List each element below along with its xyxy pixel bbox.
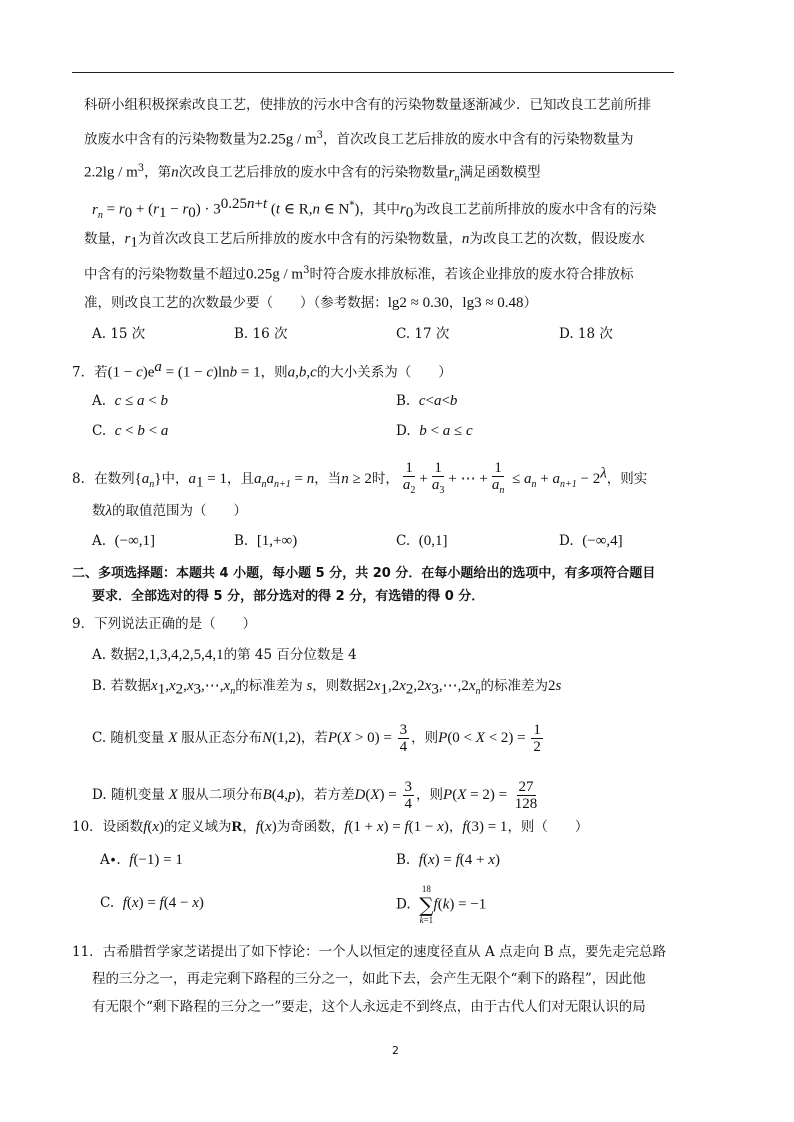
option-letter: A. — [92, 533, 107, 549]
text: 为改良工艺的次数，假设废水 — [469, 231, 645, 247]
reference-data: lg2 ≈ 0.30 — [387, 295, 449, 311]
q10-option-b[interactable]: B. f(x) = f(4 + x) — [396, 852, 500, 868]
q6-line-2: 放废水中含有的污染物数量为$2.25g / m^3$，首次改良工艺后排放的废水中含有的污染物数量为 — [84, 130, 634, 148]
text: C. 随机变量 — [92, 730, 165, 746]
text: 中， — [161, 471, 189, 487]
text: 次改良工艺后排放的废水中含有的污染物数量 — [178, 164, 449, 181]
text: 放废水中含有的污染物数量为 — [84, 131, 260, 148]
option-letter: D. — [559, 533, 574, 549]
text: ，则数据 — [312, 678, 367, 694]
q6-option-b[interactable] — [234, 325, 287, 343]
q8-stem-2: 数λ的取值范围为（ ） — [92, 503, 247, 519]
q9-option-a[interactable]: A. 数据2,1,3,4,2,5,4,1的第 45 百分位数是 4 — [92, 647, 357, 663]
text: 的标准差为 — [235, 678, 303, 694]
text: 准，则改良工艺的次数最少要（ ）（参考数据： — [84, 295, 388, 311]
q6-line-6: 中含有的污染物数量不超过$0.25g / m^3$时符合废水排放标准，若该企业排放的废水符合排放标 — [84, 265, 634, 283]
q8-option-b[interactable]: B. [1,+∞) — [234, 533, 298, 549]
q6-option-c[interactable] — [396, 325, 449, 343]
q6-option-d[interactable] — [559, 325, 613, 343]
text: ，则 — [260, 364, 288, 381]
text: 8．在数列 — [72, 471, 135, 487]
q11-line-2: 程的三分之一，再走完剩下路程的三分之一，如此下去，会产生无限个“剩下的路程”，因此他 — [92, 971, 646, 987]
option-letter: B. — [234, 533, 249, 549]
text: ，则（ ） — [507, 819, 589, 835]
option-letter: C. — [100, 895, 115, 911]
text: 中含有的污染物数量不超过 — [84, 266, 246, 283]
text: A. 数据 — [92, 647, 138, 663]
concentration-value: 0.25g / m — [246, 266, 304, 283]
text: ） — [523, 295, 538, 311]
q7-option-b[interactable]: B. c<a<b — [396, 393, 458, 409]
q9-option-c[interactable]: C. 随机变量 X 服从正态分布N(1,2)，若P(X > 0) = $\frac{3}{4}$ ，则P(0 < X < 2) = $\frac{1}{2}$ — [92, 722, 541, 755]
text: 为首次改良工艺后所排放的废水中含有的污染物数量， — [137, 231, 462, 247]
q6-line-4: $r_n = r_0 + (r_1 - r_0) \cdot 3^{0.25n+t}$ (t ∈ R,n ∈ N*)，其中$r_0$为改良工艺前所排放的废水中含有的污染 — [92, 196, 657, 222]
text: ，则实 — [606, 471, 648, 487]
q9-option-b[interactable]: B. 若数据$x_1,x_2,x_3,\cdots,x_n$的标准差为 s，则数据$2x_1,2x_2,2x_3,\cdots,2x_n$的标准差为2s — [92, 678, 562, 698]
option-letter: C. — [92, 423, 107, 439]
q7-option-a[interactable]: A. c ≤ a < b — [92, 393, 169, 409]
option-letter: D. — [396, 896, 411, 913]
q10-option-c[interactable]: C. f(x) = f(4 − x) — [100, 895, 204, 911]
q8-option-a[interactable]: A. (−∞,1] — [92, 533, 156, 549]
text: 满足函数模型 — [459, 164, 541, 181]
section-heading-line-2: 要求．全部选对的得 5 分，部分选对的得 2 分，有选错的得 0 分． — [92, 589, 485, 604]
option-letter: A. — [92, 393, 107, 409]
q6-option-a[interactable] — [92, 325, 145, 343]
text: ，若方差 — [300, 787, 355, 803]
q7-option-d[interactable]: D. b < a ≤ c — [396, 423, 473, 439]
reference-data: lg3 ≈ 0.48 — [462, 295, 524, 311]
text: 的大小关系为（ ） — [316, 364, 452, 381]
text: ，若 — [300, 730, 328, 746]
q10-stem: 10．设函数f(x)的定义域为R，f(x)为奇函数，f(1 + x) = f(1 − x)，f(3) = 1，则（ ） — [72, 819, 589, 835]
section-heading-line-1: 二、多项选择题：本题共 4 小题，每小题 5 分，共 20 分．在每小题给出的选项中，有多项符合题目 — [72, 566, 656, 581]
q9-option-d[interactable]: D. 随机变量 X 服从二项分布B(4,p)，若方差D(X) = $\frac{3}{4}$ ，则P(X = 2) = $\frac{27}{128}$ — [92, 779, 538, 812]
text: ，则 — [411, 730, 439, 746]
option-label: C. 17 次 — [396, 326, 450, 342]
option-letter: D. — [396, 423, 411, 439]
text: ，且 — [226, 471, 254, 487]
option-letter: B. — [396, 852, 411, 868]
q8-option-d[interactable]: D. (−∞,4] — [559, 533, 623, 549]
q8-option-c[interactable]: C. (0,1] — [396, 533, 448, 549]
q8-stem: 8．在数列$\{a_n\}$中，$a_1 = 1$，且$a_na_{n+1} = n$，当n ≥ 2时， $\frac{1}{a_2}$ + $\frac{1}{a_3}$ + ⋯ + $\frac{1}{a_n}$ ≤ $a_n + a_{n+1} - 2^\lambda$，则实 — [72, 460, 648, 496]
option-label: D. 18 次 — [559, 326, 613, 342]
option-label: A. 15 次 — [92, 326, 146, 342]
text: ，首次改良工艺后排放的废水中含有的污染物数量为 — [322, 131, 634, 148]
formula: $r_n$ — [92, 201, 103, 221]
text: D. 随机变量 — [92, 787, 165, 803]
option-label: B. 16 次 — [234, 326, 288, 342]
text: 数量， — [84, 231, 125, 247]
text: ，其中 — [359, 201, 400, 218]
option-letter: C. — [396, 533, 411, 549]
option-letter: A∙. — [100, 852, 121, 868]
q11-line-1: 11．古希腊哲学家芝诺提出了如下悖论：一个人以恒定的速度径直从 A 点走向 B 点，要先走完总路 — [72, 944, 667, 960]
text: ，则 — [416, 787, 444, 803]
text: 服从正态分布 — [181, 730, 263, 746]
q10-option-d[interactable]: D. 18 ∑ k=1 f(k) = −1 — [396, 884, 487, 925]
text: 的第 45 百分位数是 4 — [223, 647, 357, 663]
text: 7．若 — [72, 364, 108, 381]
q11-line-3: 有无限个“剩下路程的三分之一”要走，这个人永远走不到终点，由于古代人们对无限认识的局 — [92, 999, 646, 1015]
text: 的取值范围为（ ） — [112, 503, 247, 519]
concentration-value: 2.2lg / m — [84, 164, 138, 181]
text: ，当 — [314, 471, 342, 487]
header-rule — [72, 72, 674, 73]
text: ， — [242, 819, 256, 835]
text: 数 — [92, 503, 106, 519]
text: 时， — [371, 471, 399, 487]
text: ，第 — [144, 164, 172, 181]
text: 时符合废水排放标准，若该企业排放的废水符合排放标 — [309, 266, 634, 283]
page-number: 2 — [392, 1044, 399, 1057]
q7-option-c[interactable]: C. c < b < a — [92, 423, 169, 439]
text: 为改良工艺前所排放的废水中含有的污染 — [413, 201, 657, 218]
text: 科研小组积极探索改良工艺，使排放的污水中含有的污染物数量逐渐减少．已知改良工艺前所排 — [84, 97, 651, 113]
text: 的标准差为 — [480, 678, 548, 694]
q6-line-7: 准，则改良工艺的次数最少要（ ）（参考数据：lg2 ≈ 0.30，lg3 ≈ 0.48） — [84, 295, 538, 311]
q6-line-5: 数量，$r_1$为首次改良工艺后所排放的废水中含有的污染物数量，n为改良工艺的次数，假设废水 — [84, 231, 645, 251]
text: 为奇函数， — [276, 819, 345, 835]
text: 10．设函数 — [72, 819, 144, 835]
q9-stem: 9．下列说法正确的是（ ） — [72, 616, 257, 632]
q10-option-a[interactable]: A∙. f(−1) = 1 — [100, 852, 183, 868]
text: 的定义域为 — [164, 819, 232, 835]
text: ， — [448, 819, 463, 835]
q6-line-1 — [84, 96, 651, 114]
text: B. 若数据 — [92, 678, 152, 694]
q6-line-3: $2.2\lg / m^3$，第n次改良工艺后排放的废水中含有的污染物数量$r_n$满足函数模型 — [84, 163, 541, 184]
concentration-value: 2.25g / m — [259, 131, 317, 148]
q7-stem: 7．若$(1 - c)e^a = (1 - c)\ln b = 1$，则a,b,c的大小关系为（ ） — [72, 359, 452, 381]
text: 服从二项分布 — [181, 787, 263, 803]
option-letter: B. — [396, 393, 411, 409]
